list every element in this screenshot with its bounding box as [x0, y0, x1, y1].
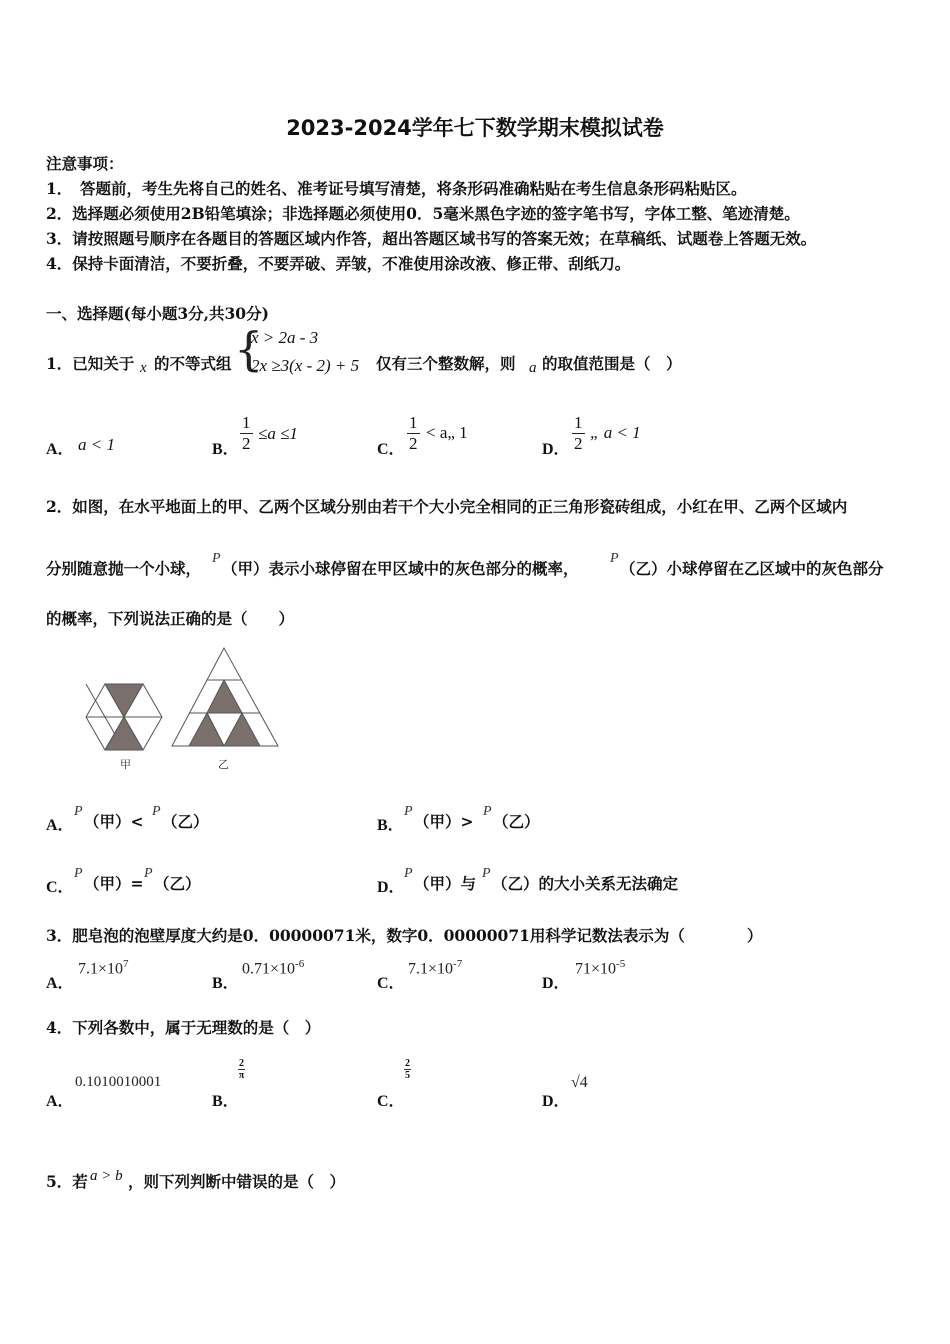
q4-text: 4．下列各数中，属于无理数的是（ ） [46, 1018, 321, 1037]
q1-option-b-letter: B． [212, 441, 239, 458]
q2-option-a-p2: P [152, 804, 161, 819]
q3-option-d-exp: -5 [616, 958, 626, 970]
q2-p-yi: P [610, 551, 619, 566]
q3-text: 3．肥皂泡的泡壁厚度大约是0．00000071米，数字0．00000071用科学记数法表示为（ ） [46, 926, 763, 945]
q1-option-d-den: 2 [574, 434, 583, 453]
q4-option-c-frac [404, 1058, 411, 1081]
q1-option-c-expr: < a„ 1 [426, 423, 468, 442]
q1-option-c-num: 1 [409, 413, 418, 432]
figure-label-yi: 乙 [218, 758, 229, 771]
yi-gray-triangle-top [207, 680, 242, 713]
notice-heading: 注意事项： [46, 154, 124, 173]
q2-option-a-p1: P [74, 804, 83, 819]
q4-option-d-letter: D． [542, 1093, 570, 1110]
q2-option-c-p1: P [74, 866, 83, 881]
q1-suffix-1: 仅有三个整数解，则 [376, 354, 516, 373]
q1-option-b-frac [240, 413, 253, 454]
q1-option-c-den: 2 [409, 434, 418, 453]
q1-mid: 的不等式组 [154, 354, 232, 373]
q3-option-a-exp: 7 [123, 958, 129, 970]
notice-item-1: 1． 答题前，考生先将自己的姓名、准考证号填写清楚，将条形码准确粘贴在考生信息条形码粘贴区。 [46, 179, 747, 198]
q1-brace: { [234, 322, 264, 376]
q5-suffix: ，则下列判断中错误的是（ ） [128, 1172, 346, 1191]
q2-line-1: 2．如图，在水平地面上的甲、乙两个区域分别由若干个大小完全相同的正三角形瓷砖组成，小红在甲、乙两个区域内 [46, 497, 848, 516]
q2-figure [60, 640, 290, 775]
q2-option-b-p1: P [404, 804, 413, 819]
q3-option-b-letter: B． [212, 975, 239, 992]
q2-option-d-p2: P [482, 866, 491, 881]
q2-option-b-b: （乙） [493, 812, 540, 831]
q3-option-a-letter: A． [46, 975, 74, 992]
q1-prefix: 1．已知关于 [46, 354, 135, 373]
q1-option-c-frac [407, 413, 420, 454]
q2-option-c-p2: P [144, 866, 153, 881]
q1-option-b-den: 2 [242, 434, 251, 453]
q4-option-c-den: 5 [405, 1070, 410, 1081]
q2-option-a-b: （乙） [162, 812, 209, 831]
q2-line-2c: （乙）小球停留在乙区域中的灰色部分 [620, 559, 884, 578]
q3-option-c-letter: C． [377, 975, 405, 992]
q3-option-b-exp: -6 [295, 958, 305, 970]
q1-var-a: a [529, 360, 537, 376]
q3-option-b-value [242, 958, 304, 978]
q2-option-d-b: （乙）的大小关系无法确定 [492, 874, 679, 893]
q1-ineq-1: x > 2a - 3 [251, 328, 319, 347]
q2-option-c-a: （甲）= [84, 874, 144, 893]
q5-prefix: 5．若 [46, 1172, 88, 1191]
q4-option-c-letter: C． [377, 1093, 405, 1110]
q2-option-c-letter: C． [46, 879, 74, 896]
figure-label-jia: 甲 [120, 758, 131, 771]
section-title: 一、选择题(每小题3分,共30分) [46, 304, 269, 323]
q4-option-b-letter: B． [212, 1093, 239, 1110]
jia-gray-triangle-bottom [105, 717, 143, 750]
q2-option-b-p2: P [483, 804, 492, 819]
q2-line-2a: 分别随意抛一个小球， [46, 559, 202, 578]
q3-option-b-base: 0.71×10 [242, 960, 296, 978]
q3-option-a-base: 7.1×10 [78, 960, 124, 978]
q4-option-d-value: √4 [571, 1074, 588, 1091]
q4-option-b-frac [238, 1058, 245, 1081]
yi-gray-triangle-left [189, 713, 224, 746]
q1-suffix-2: 的取值范围是（ ） [542, 354, 682, 373]
q5-condition: a > b [90, 1168, 123, 1184]
q2-option-d-p1: P [404, 866, 413, 881]
notice-item-2: 2．选择题必须使用2B铅笔填涂；非选择题必须使用0．5毫米黑色字迹的签字笔书写，字体工整、笔迹清楚。 [46, 204, 800, 223]
q2-option-b-letter: B． [377, 817, 404, 834]
q1-ineq-2: 2x ≥3(x - 2) + 5 [251, 356, 360, 375]
q1-option-d-letter: D． [542, 441, 570, 458]
q4-option-a-letter: A． [46, 1093, 74, 1110]
q1-option-c-letter: C． [377, 441, 405, 458]
q2-line-2b: （甲）表示小球停留在甲区域中的灰色部分的概率， [222, 559, 579, 578]
q1-option-b-expr: ≤a ≤1 [258, 424, 298, 443]
jia-gray-triangle-top [105, 684, 143, 717]
q2-option-d-a: （甲）与 [414, 874, 477, 893]
q3-option-a-value [78, 958, 129, 978]
q1-option-b-num: 1 [242, 413, 251, 432]
q2-option-a-letter: A． [46, 817, 74, 834]
q2-option-b-a: （甲）> [414, 812, 474, 831]
q3-option-c-base: 7.1×10 [408, 960, 454, 978]
q2-option-a-a: （甲）< [84, 812, 144, 831]
q4-option-c-num: 2 [405, 1058, 410, 1069]
figure-yi [172, 648, 278, 746]
q1-option-d-num: 1 [574, 413, 583, 432]
notice-item-3: 3．请按照题号顺序在各题目的答题区域内作答，超出答题区域书写的答案无效；在草稿纸、试题卷上答题无效。 [46, 229, 817, 248]
q1-option-a-letter: A． [46, 441, 74, 458]
q4-option-b-den: π [238, 1070, 245, 1081]
q3-option-d-letter: D． [542, 975, 570, 992]
q3-option-c-exp: -7 [453, 958, 463, 970]
q2-option-d-letter: D． [377, 879, 405, 896]
q2-p-jia: P [212, 551, 221, 566]
q3-option-d-value [575, 958, 625, 978]
notice-item-4: 4．保持卡面清洁，不要折叠，不要弄破、弄皱，不准使用涂改液、修正带、刮纸刀。 [46, 254, 631, 273]
q2-line-3: 的概率，下列说法正确的是（ ） [46, 609, 295, 628]
q1-var-x: x [140, 360, 147, 376]
q3-option-d-base: 71×10 [575, 960, 617, 978]
q2-option-c-b: （乙） [154, 874, 201, 893]
page-title: 2023-2024学年七下数学期末模拟试卷 [286, 116, 664, 140]
q1-option-d-frac [572, 413, 585, 454]
q4-option-a-value: 0.1010010001 [75, 1074, 162, 1090]
figure-jia [86, 684, 162, 750]
yi-gray-triangle-right [224, 713, 260, 746]
q1-option-a-expr: a < 1 [78, 435, 115, 454]
q3-option-c-value [408, 958, 462, 978]
q1-option-d-expr: „ a < 1 [590, 423, 641, 442]
q4-option-b-num: 2 [239, 1058, 244, 1069]
